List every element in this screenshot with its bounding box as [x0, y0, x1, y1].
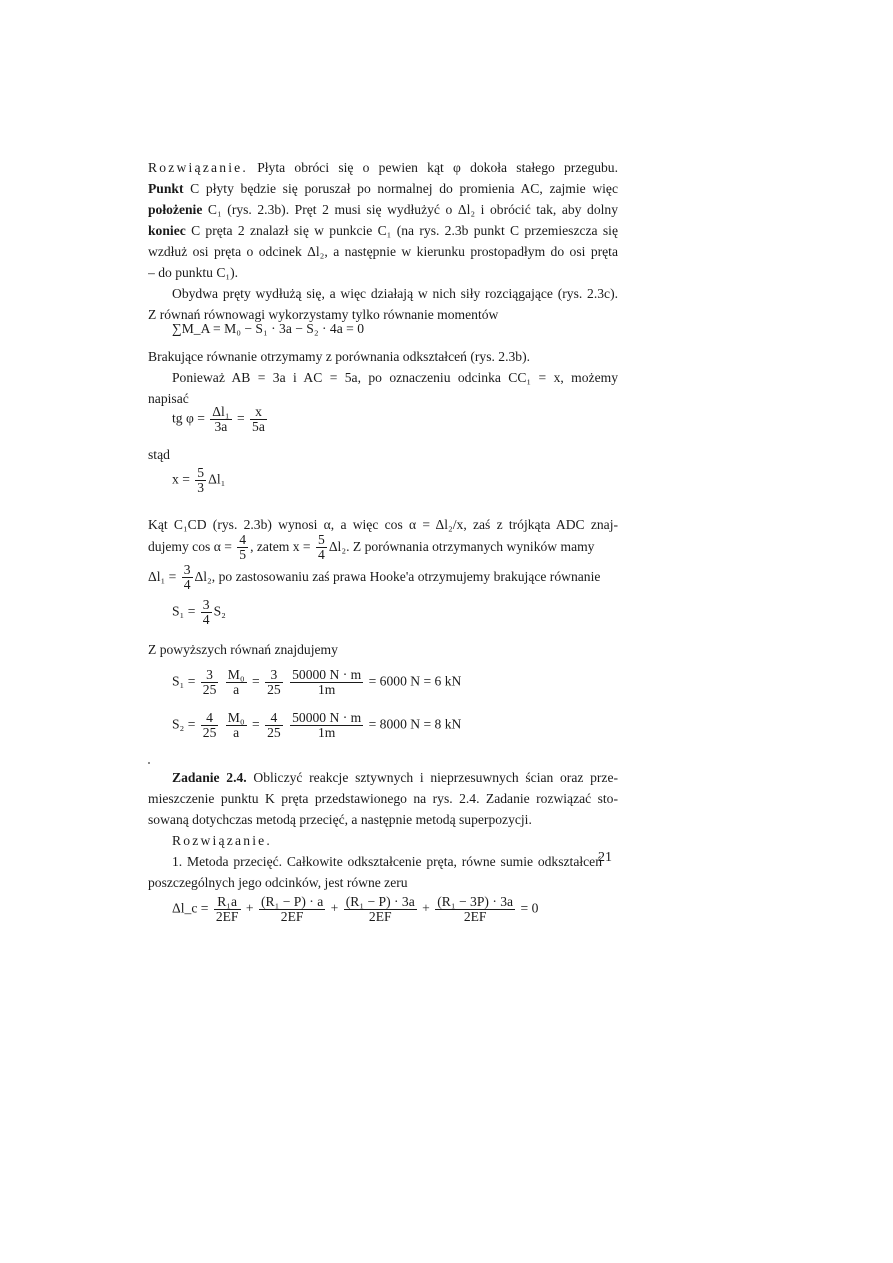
fraction: $\frac{\text{(R₁ − 3P) · 3a}}{2EF}$ [437, 894, 514, 924]
equation-tg-phi: tg φ = $\frac{\text{Δl₁}}{3a}$ = $\frac{x}{5a}$ [172, 404, 265, 434]
paragraph-line: Punkt C płyty będzie się poruszał po normalnej do promienia AC, zajmie więc [148, 181, 618, 196]
heading-solution: Rozwiązanie. [148, 160, 248, 175]
fraction: $\frac{3}{25}$ [202, 667, 217, 697]
equation-x: x = $\frac{5}{3}$ Δl₁ [172, 465, 226, 495]
paragraph-line: poszczególnych jego odcinków, jest równe zeru [148, 875, 408, 890]
heading-solution: Rozwiązanie. [172, 833, 272, 848]
paragraph-line: Δl₁ = $\frac{3}{4}$ Δl₂, po zastosowaniu zaś prawa Hooke'a otrzymujemy brakujące równanie [148, 562, 601, 592]
paragraph-line: Brakujące równanie otrzymamy z porównania odkształceń (rys. 2.3b). [148, 349, 530, 364]
paragraph-line [172, 832, 618, 849]
paragraph-line: koniec C pręta 2 znalazł się w punkcie C₁ (na rys. 2.3b punkt C przemieszcza się [148, 223, 618, 238]
fraction: $\frac{3}{4}$ [202, 597, 210, 627]
paragraph-line: napisać [148, 391, 189, 406]
paragraph-line: stąd [148, 447, 170, 462]
paragraph-line: – do punktu C₁). [148, 265, 239, 280]
page-number: 21 [598, 850, 612, 865]
fraction: $\frac{\text{R₁a}}{2EF}$ [215, 894, 239, 924]
fraction: $\frac{3}{4}$ [183, 562, 191, 592]
paragraph-line: 1. Metoda przecięć. Całkowite odkształcenie pręta, równe sumie odkształceń [172, 854, 602, 869]
fraction: $\frac{\text{(R₁ − P) · a}}{2EF}$ [260, 894, 324, 924]
paragraph-line: Obydwa pręty wydłużą się, a więc działają w nich siły rozciągające (rys. 2.3c). [172, 286, 618, 301]
paragraph-line: położenie C₁ (rys. 2.3b). Pręt 2 musi się wydłużyć o Δl₂ i obrócić tak, aby dolny [148, 202, 618, 217]
fraction: $\frac{\text{(R₁ − P) · 3a}}{2EF}$ [345, 894, 415, 924]
fraction: $\frac{4}{25}$ [267, 710, 281, 740]
equation-total-deformation: Δl_c = $\frac{\text{R₁a}}{2EF}$ + $\frac{\text{(R₁ − P) · a}}{2EF}$ + $\frac{\text{(R₁ − P) · 3a}}{2EF}$ + $\frac{\text{(R₁ − 3P) · 3a}}{2EF}$ = 0 [172, 894, 539, 924]
paragraph-line: sowaną dotychczas metodą przecięć, a następnie metodą superpozycji. [148, 812, 532, 827]
fraction: $\frac{\text{M₀}}{a}$ [227, 710, 245, 740]
equation-s1-value: S₁ = $\frac{3}{25}$ $\frac{\text{M₀}}{a}$ = $\frac{3}{25}$ $\frac{50000 N \cdot m}{1m}$ = 6000 N = 6 kN [172, 667, 462, 697]
fraction: $\frac{3}{25}$ [267, 667, 281, 697]
task-title: Zadanie 2.4. [172, 770, 247, 785]
paragraph-line: Kąt C₁CD (rys. 2.3b) wynosi α, a więc cos α = Δl₂/x, zaś z trójkąta ADC znaj- [148, 517, 618, 532]
fraction: $\frac{50000 N \cdot m}{1m}$ [292, 667, 362, 697]
margin-mark [148, 762, 150, 764]
equation-moments: ∑M_A = M₀ − S₁ · 3a − S₂ · 4a = 0 [172, 321, 365, 336]
fraction: $\frac{5}{4}$ [318, 532, 325, 562]
paragraph-line: Rozwiązanie. Płyta obróci się o pewien kąt φ dokoła stałego przegubu. [148, 160, 618, 175]
paragraph-line: Ponieważ AB = 3a i AC = 5a, po oznaczeniu odcinka CC₁ = x, możemy [172, 370, 618, 385]
fraction: $\frac{4}{25}$ [202, 710, 217, 740]
equation-s2-value: S₂ = $\frac{4}{25}$ $\frac{\text{M₀}}{a}$ = $\frac{4}{25}$ $\frac{50000 N \cdot m}{1m}$ = 8000 N = 8 kN [172, 710, 462, 740]
paragraph-line: Z równań równowagi wykorzystamy tylko równanie momentów [148, 307, 499, 322]
fraction: $\frac{\text{M₀}}{a}$ [227, 667, 245, 697]
equation-s1-s2: S₁ = $\frac{3}{4}$ S₂ [172, 597, 226, 627]
fraction: $\frac{50000 N \cdot m}{1m}$ [292, 710, 362, 740]
fraction: $\frac{x}{5a}$ [252, 404, 265, 434]
paragraph-line: Z powyższych równań znajdujemy [148, 642, 338, 657]
fraction: $\frac{5}{3}$ [197, 465, 205, 495]
paragraph-line: mieszczenie punktu K pręta przedstawionego na rys. 2.4. Zadanie rozwiązać sto- [148, 791, 618, 806]
paragraph-line: dujemy cos α = $\frac{4}{5}$ , zatem x = $\frac{5}{4}$ Δl₂. Z porównania otrzymanych wyników mamy [148, 532, 595, 562]
fraction: $\frac{4}{5}$ [239, 532, 247, 562]
paragraph-line: Zadanie 2.4. Obliczyć reakcje sztywnych i nieprzesuwnych ścian oraz prze- [172, 770, 618, 785]
paragraph-line: wzdłuż osi pręta o odcinek Δl₂, a następnie w kierunku prostopadłym do osi pręta [148, 244, 618, 259]
fraction: $\frac{\text{Δl₁}}{3a}$ [212, 404, 230, 434]
